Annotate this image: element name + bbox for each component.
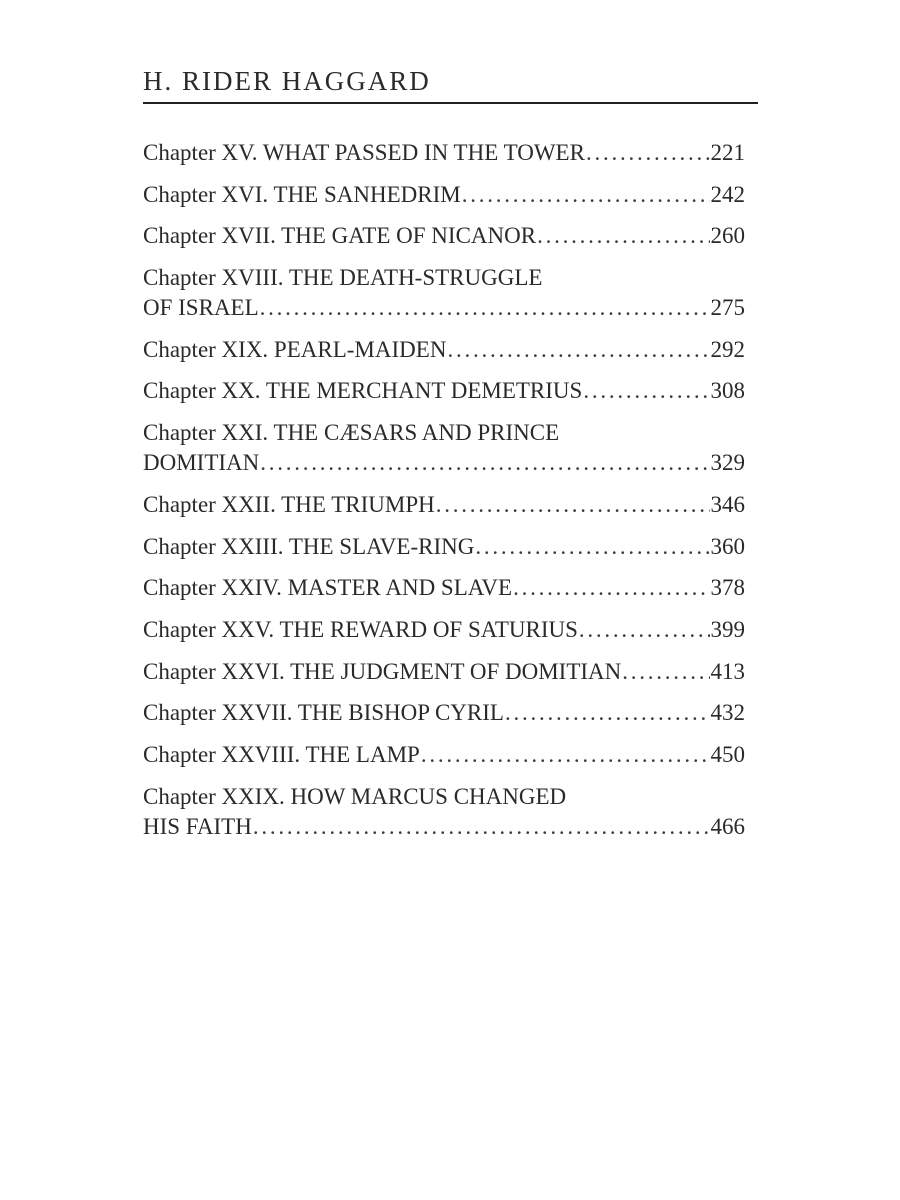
dot-leader	[583, 376, 709, 406]
table-of-contents	[143, 138, 745, 853]
dot-leader	[421, 740, 710, 770]
dot-leader	[447, 335, 709, 365]
toc-entry-page: 378	[710, 575, 745, 601]
toc-entry-chapter-xx[interactable]	[143, 376, 745, 406]
toc-entry-chapter-xix[interactable]	[143, 335, 745, 365]
toc-entry-title: Chapter XV. WHAT PASSED IN THE TOWER	[143, 140, 585, 165]
toc-entry-chapter-xxiii[interactable]	[143, 532, 745, 562]
toc-entry-title: Chapter XXVI. THE JUDGMENT OF DOMITIAN	[143, 658, 622, 684]
toc-entry-title: Chapter XXIII. THE SLAVE-RING	[143, 533, 475, 559]
toc-entry-page: 275	[710, 295, 745, 321]
toc-entry-chapter-xxviii[interactable]	[143, 740, 745, 770]
toc-entry-page: 432	[710, 700, 745, 726]
toc-entry-page: 329	[710, 450, 745, 476]
author-name: H. RIDER HAGGARD	[143, 66, 431, 96]
toc-entry-title: Chapter XXII. THE TRIUMPH	[143, 491, 435, 517]
dot-leader	[513, 573, 709, 603]
toc-entry-chapter-xvi[interactable]	[143, 180, 745, 210]
toc-entry-chapter-xxix[interactable]	[143, 782, 745, 842]
toc-entry-page: 260	[710, 223, 745, 249]
toc-entry-chapter-xv[interactable]	[143, 138, 745, 168]
dot-leader	[537, 221, 709, 251]
toc-entry-page: 242	[710, 181, 745, 207]
toc-entry-page: 413	[710, 658, 745, 684]
toc-entry-chapter-xxv[interactable]	[143, 615, 745, 645]
toc-entry-title-line1: Chapter XVIII. THE DEATH-STRUGGLE	[143, 265, 543, 291]
dot-leader	[505, 698, 710, 728]
toc-entry-title: Chapter XIX. PEARL-MAIDEN	[143, 336, 447, 362]
dot-leader	[579, 615, 710, 645]
dot-leader	[260, 293, 710, 323]
dot-leader	[253, 812, 710, 842]
toc-entry-page: 221	[710, 140, 745, 165]
toc-entry-title-line2: HIS FAITH	[143, 813, 252, 839]
toc-entry-title: Chapter XXVII. THE BISHOP CYRIL	[143, 700, 504, 726]
toc-entry-title: Chapter XXVIII. THE LAMP	[143, 741, 420, 767]
dot-leader	[475, 532, 709, 562]
toc-entry-title-line2: DOMITIAN	[143, 450, 260, 476]
running-head	[143, 66, 758, 104]
toc-entry-chapter-xxii[interactable]	[143, 490, 745, 520]
toc-entry-title-line2: OF ISRAEL	[143, 295, 259, 321]
toc-entry-title-line1: Chapter XXI. THE CÆSARS AND PRINCE	[143, 420, 560, 446]
toc-entry-title: Chapter XXIV. MASTER AND SLAVE	[143, 575, 513, 601]
toc-entry-page: 292	[710, 336, 745, 362]
toc-entry-page: 450	[710, 741, 745, 767]
toc-entry-title: Chapter XVII. THE GATE OF NICANOR	[143, 223, 537, 249]
toc-entry-chapter-xviii[interactable]	[143, 263, 745, 323]
toc-entry-title-line1: Chapter XXIX. HOW MARCUS CHANGED	[143, 783, 567, 809]
toc-entry-chapter-xxvi[interactable]	[143, 657, 745, 687]
dot-leader	[462, 180, 710, 210]
toc-entry-page: 399	[710, 616, 745, 642]
toc-entry-page: 308	[710, 378, 745, 404]
toc-entry-title: Chapter XXV. THE REWARD OF SATURIUS	[143, 616, 578, 642]
dot-leader	[436, 490, 710, 520]
toc-entry-page: 360	[710, 533, 745, 559]
toc-entry-chapter-xxiv[interactable]	[143, 573, 745, 603]
toc-entry-page: 346	[710, 491, 745, 517]
toc-entry-title: Chapter XX. THE MERCHANT DEMETRIUS	[143, 378, 583, 404]
toc-entry-chapter-xvii[interactable]	[143, 221, 745, 251]
toc-entry-chapter-xxi[interactable]	[143, 418, 745, 478]
toc-entry-page: 466	[710, 813, 745, 839]
dot-leader	[260, 448, 709, 478]
dot-leader	[586, 138, 710, 168]
toc-entry-chapter-xxvii[interactable]	[143, 698, 745, 728]
toc-entry-title: Chapter XVI. THE SANHEDRIM	[143, 181, 461, 207]
dot-leader	[622, 657, 709, 687]
